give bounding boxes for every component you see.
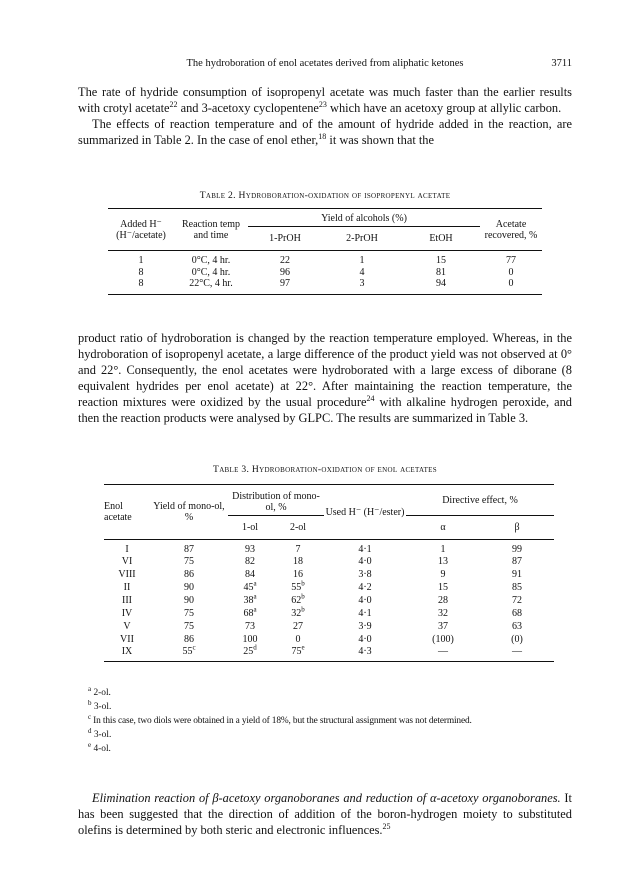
table-cell [272, 555, 324, 568]
table-row [104, 540, 554, 556]
footnote-text: 2-ol. [93, 688, 111, 698]
footnote-text: 4-ol. [93, 744, 111, 754]
cell-value: 68 [243, 608, 254, 619]
cell-value: 86 [184, 569, 194, 580]
table-cell [406, 568, 480, 581]
table-row [104, 581, 554, 594]
table-cell [406, 581, 480, 594]
footnote-mark: a [88, 684, 92, 693]
table3-col-enol: Enol acetate [104, 501, 132, 523]
table-cell: 1 [359, 255, 365, 266]
table-cell [104, 594, 150, 607]
table-cell: 96 [280, 266, 290, 278]
paragraph-temperature-effects [78, 116, 572, 148]
table-cell [406, 555, 480, 568]
cell-value: I [125, 544, 129, 555]
cell-value: 68 [512, 608, 522, 619]
table2-body [108, 251, 542, 295]
table3-col-2ol: 2-ol [289, 522, 307, 533]
text-span: with alkaline hydrogen peroxide, and then the reaction products were analysed by GLPC. The results are summarized in Table 3. [78, 395, 572, 425]
table-row [104, 633, 554, 646]
cell-value: 4·0 [358, 595, 372, 606]
text-span: it was shown that the [326, 133, 434, 147]
table-cell: 0°C, 4 hr. [191, 266, 231, 278]
reference-mark: 22 [169, 99, 178, 109]
cell-value: (100) [432, 634, 454, 645]
cell-value: 27 [293, 621, 303, 632]
table-cell [406, 633, 480, 646]
table3-col-yield: Yield of mono-ol, % [153, 501, 225, 523]
table-cell [104, 646, 150, 662]
table-cell [406, 540, 480, 556]
footnote-mark: b [301, 605, 305, 614]
table-cell [406, 620, 480, 633]
table3-header-row [104, 485, 554, 516]
table-cell [480, 594, 554, 607]
table-cell [480, 540, 554, 556]
cell-value: 4·3 [358, 646, 372, 657]
table-cell [272, 620, 324, 633]
table-cell [228, 581, 272, 594]
table-cell: 1 [138, 255, 144, 266]
cell-value: 75 [184, 621, 194, 632]
paragraph-elimination [78, 790, 572, 838]
cell-value: 9 [440, 569, 446, 580]
cell-value: 63 [512, 621, 522, 632]
table-cell [104, 633, 150, 646]
table-cell [324, 568, 406, 581]
table-cell [324, 633, 406, 646]
table-cell: 0°C, 4 hr. [191, 255, 231, 266]
table3-col-directive-group: Directive effect, % [406, 485, 554, 516]
table3-col-alpha: α [440, 522, 446, 533]
section-heading: Elimination reaction of β-acetoxy organoboranes and reduction of α-acetoxy organoboranes. [92, 791, 561, 805]
cell-value: 100 [242, 634, 258, 645]
table-cell: 8 [138, 278, 144, 290]
table-cell [228, 555, 272, 568]
table-cell [104, 540, 150, 556]
cell-value: 38 [243, 595, 254, 606]
table3-body [104, 540, 554, 662]
table-cell [480, 581, 554, 594]
intro-paragraph [78, 84, 572, 148]
cell-value: 15 [438, 582, 448, 593]
cell-value: 90 [184, 582, 194, 593]
table-cell: 0 [508, 278, 514, 290]
footnote-mark: d [253, 643, 257, 652]
cell-value: 28 [438, 595, 448, 606]
table3 [104, 484, 554, 662]
text-span: The effects of reaction temperature and of the amount of hydride added in the reaction, are summarized in Table 2. In the case of enol ether, [78, 117, 572, 147]
cell-value: 37 [438, 621, 448, 632]
footnote [88, 686, 572, 700]
table-row [104, 646, 554, 662]
table-cell [324, 646, 406, 662]
footnote-mark: a [253, 605, 257, 614]
cell-value: 75 [184, 556, 194, 567]
cell-value: 25 [243, 646, 254, 657]
table-cell [228, 594, 272, 607]
table3-col-beta: β [514, 522, 520, 533]
table2-col-etoh: EtOH [429, 233, 453, 244]
results-paragraph [78, 330, 572, 426]
table3-col-used: Used H⁻ (H⁻/ester) [325, 506, 405, 518]
table-cell [228, 633, 272, 646]
table-cell [104, 555, 150, 568]
table-cell [480, 620, 554, 633]
footnote-text: 3-ol. [93, 730, 112, 740]
cell-value: 87 [184, 544, 194, 555]
table-cell: 22 [280, 255, 290, 266]
cell-value: 4·0 [358, 634, 372, 645]
table2-col-acetate: Acetate recovered, % [484, 218, 538, 241]
cell-value: 82 [245, 556, 255, 567]
cell-value: 87 [512, 556, 522, 567]
footnote-mark: d [88, 726, 92, 735]
table-cell [272, 581, 324, 594]
table2-col-added: Added H⁻ (H⁻/acetate) [116, 218, 166, 241]
footnote-mark: b [301, 592, 305, 601]
cell-value: 72 [512, 595, 522, 606]
table-cell: 94 [436, 278, 446, 290]
table-cell [150, 581, 228, 594]
table-cell [150, 607, 228, 620]
cell-value: 3·9 [358, 621, 372, 632]
text-span: The rate of hydride consumption of isopropenyl acetate was much faster than the earlier results with crotyl acetate [78, 85, 572, 115]
table-row [108, 266, 542, 278]
cell-value: 91 [512, 569, 522, 580]
footnote [88, 700, 572, 714]
cell-value: III [122, 595, 132, 606]
cell-value: 4·0 [358, 556, 372, 567]
table3-col-distribution-group: Distribution of mono-ol, % [228, 485, 324, 516]
table-cell: 0 [508, 266, 514, 278]
table-cell [228, 568, 272, 581]
table2-caption: Table 2. Hydroboration-oxidation of isopropenyl acetate [199, 190, 451, 201]
table3-caption: Table 3. Hydroboration-oxidation of enol acetates [213, 464, 437, 475]
cell-value: 90 [184, 595, 194, 606]
cell-value: 16 [293, 569, 303, 580]
reference-mark: 23 [318, 99, 327, 109]
table3-col-1ol: 1-ol [241, 522, 259, 533]
page-number: 3711 [551, 58, 572, 69]
cell-value: 4·1 [358, 608, 372, 619]
table2-col-2proh: 2-PrOH [346, 233, 378, 244]
elimination-paragraph [78, 790, 572, 838]
footnote-text: In this case, two diols were obtained in a yield of 18%, but the structural assignment was not determined. [93, 716, 472, 726]
table-cell [150, 633, 228, 646]
cell-value: 75 [291, 646, 302, 657]
footnote-mark: c [192, 643, 196, 652]
footnote-mark: a [253, 579, 257, 588]
footnote-mark: b [301, 579, 305, 588]
cell-value: 93 [245, 544, 255, 555]
cell-value: 4·1 [358, 544, 372, 555]
cell-value: 99 [512, 544, 522, 555]
table-cell [480, 555, 554, 568]
cell-value: 84 [245, 569, 255, 580]
reference-mark: 25 [382, 821, 391, 831]
table-cell [480, 568, 554, 581]
table-cell [228, 607, 272, 620]
cell-value: 73 [245, 621, 255, 632]
table-row [108, 278, 542, 294]
table-cell [406, 594, 480, 607]
table-row [104, 568, 554, 581]
reference-mark: 18 [318, 131, 327, 141]
footnote-mark: a [253, 592, 257, 601]
footnote [88, 742, 572, 756]
table-cell [272, 594, 324, 607]
table-cell [324, 607, 406, 620]
table-cell [150, 643, 228, 662]
table-cell [104, 568, 150, 581]
table-cell [406, 607, 480, 620]
cell-value: 45 [243, 582, 254, 593]
table-cell [324, 540, 406, 556]
table-cell: 22°C, 4 hr. [189, 278, 233, 290]
table2-col-1proh: 1-PrOH [269, 233, 301, 244]
table-cell [228, 643, 272, 662]
footnote [88, 714, 572, 728]
cell-value: 75 [184, 608, 194, 619]
text-span: and 3-acetoxy cyclopentene [177, 101, 319, 115]
cell-value: (0) [511, 634, 523, 645]
reference-mark: 24 [366, 393, 375, 403]
cell-value: 1 [440, 544, 446, 555]
cell-value: 4·2 [358, 582, 372, 593]
table-cell: 81 [436, 266, 446, 278]
table-cell [272, 633, 324, 646]
cell-value: 32 [438, 608, 448, 619]
table-cell [228, 620, 272, 633]
cell-value: 13 [438, 556, 448, 567]
table-cell [272, 540, 324, 556]
cell-value: VI [121, 556, 133, 567]
table-row [104, 594, 554, 607]
table-row [104, 620, 554, 633]
cell-value: 86 [184, 634, 194, 645]
table-cell [150, 594, 228, 607]
table-cell [480, 646, 554, 662]
cell-value: 0 [295, 634, 301, 645]
cell-value: V [123, 621, 131, 632]
footnote [88, 728, 572, 742]
table-cell: 4 [359, 266, 365, 278]
table-cell [150, 620, 228, 633]
table-cell [272, 643, 324, 662]
cell-value: VII [120, 634, 134, 645]
running-title: The hydroboration of enol acetates derived from aliphatic ketones [186, 58, 464, 69]
cell-value: — [512, 646, 522, 657]
table-cell [480, 607, 554, 620]
cell-value: 3·8 [358, 569, 372, 580]
table-cell: 15 [436, 255, 446, 266]
cell-value: VIII [118, 569, 136, 580]
paragraph-enol-acetates [78, 330, 572, 426]
table2-col-reaction: Reaction temp and time [181, 218, 241, 241]
paragraph-hydride-rate [78, 84, 572, 116]
table-cell [150, 568, 228, 581]
table-cell [228, 540, 272, 556]
table-cell [272, 607, 324, 620]
table2 [108, 208, 542, 295]
table-cell [150, 540, 228, 556]
cell-value: 55 [291, 582, 302, 593]
table-cell: 77 [506, 255, 516, 266]
footnote-mark: b [88, 698, 92, 707]
table-cell: 3 [359, 278, 365, 290]
footnote-mark: c [88, 712, 91, 721]
cell-value: IX [121, 646, 133, 657]
table-cell [150, 555, 228, 568]
cell-value: 18 [293, 556, 303, 567]
table2-header-row [108, 209, 542, 227]
cell-value: 32 [291, 608, 302, 619]
running-header [78, 58, 572, 69]
table-cell [104, 607, 150, 620]
table-cell [480, 633, 554, 646]
text-span: which have an acetoxy group at allylic carbon. [326, 101, 562, 115]
footnote-mark: e [88, 740, 92, 749]
text-span: It has been suggested that the direction of addition of the boron-hydrogen moiety to substituted olefins is determined by both steric and electronic influences. [78, 791, 572, 837]
table-cell [104, 581, 150, 594]
table-cell [324, 555, 406, 568]
table-row [108, 251, 542, 267]
cell-value: — [438, 646, 448, 657]
text-span: product ratio of hydroboration is changed by the reaction temperature employed. Whereas, in the hydroboration of isopropenyl acetate, a large difference of the product yield was not observed at 0° and 22°. Consequently, the enol acetates were hydroborated with a large excess of diborane (8 equivalent hydrides per enol acetate) at 22°. After maintaining the reaction temperature, the reaction mixtures were oxidized by the usual procedure [78, 331, 572, 409]
footnote-mark: e [301, 643, 305, 652]
table-cell [272, 568, 324, 581]
table-cell [324, 594, 406, 607]
cell-value: 85 [512, 582, 522, 593]
table-cell [324, 620, 406, 633]
table3-footnotes [88, 686, 572, 756]
table-row [104, 555, 554, 568]
table2-col-yield-group: Yield of alcohols (%) [248, 209, 480, 227]
cell-value: 62 [291, 595, 302, 606]
cell-value: II [123, 582, 131, 593]
cell-value: 55 [182, 646, 193, 657]
cell-value: IV [121, 608, 133, 619]
table-cell [406, 646, 480, 662]
table-cell: 8 [138, 266, 144, 278]
table-row [104, 607, 554, 620]
cell-value: 7 [295, 544, 301, 555]
table-cell: 97 [280, 278, 290, 290]
table-cell [324, 581, 406, 594]
table-cell [104, 620, 150, 633]
footnote-text: 3-ol. [93, 702, 112, 712]
